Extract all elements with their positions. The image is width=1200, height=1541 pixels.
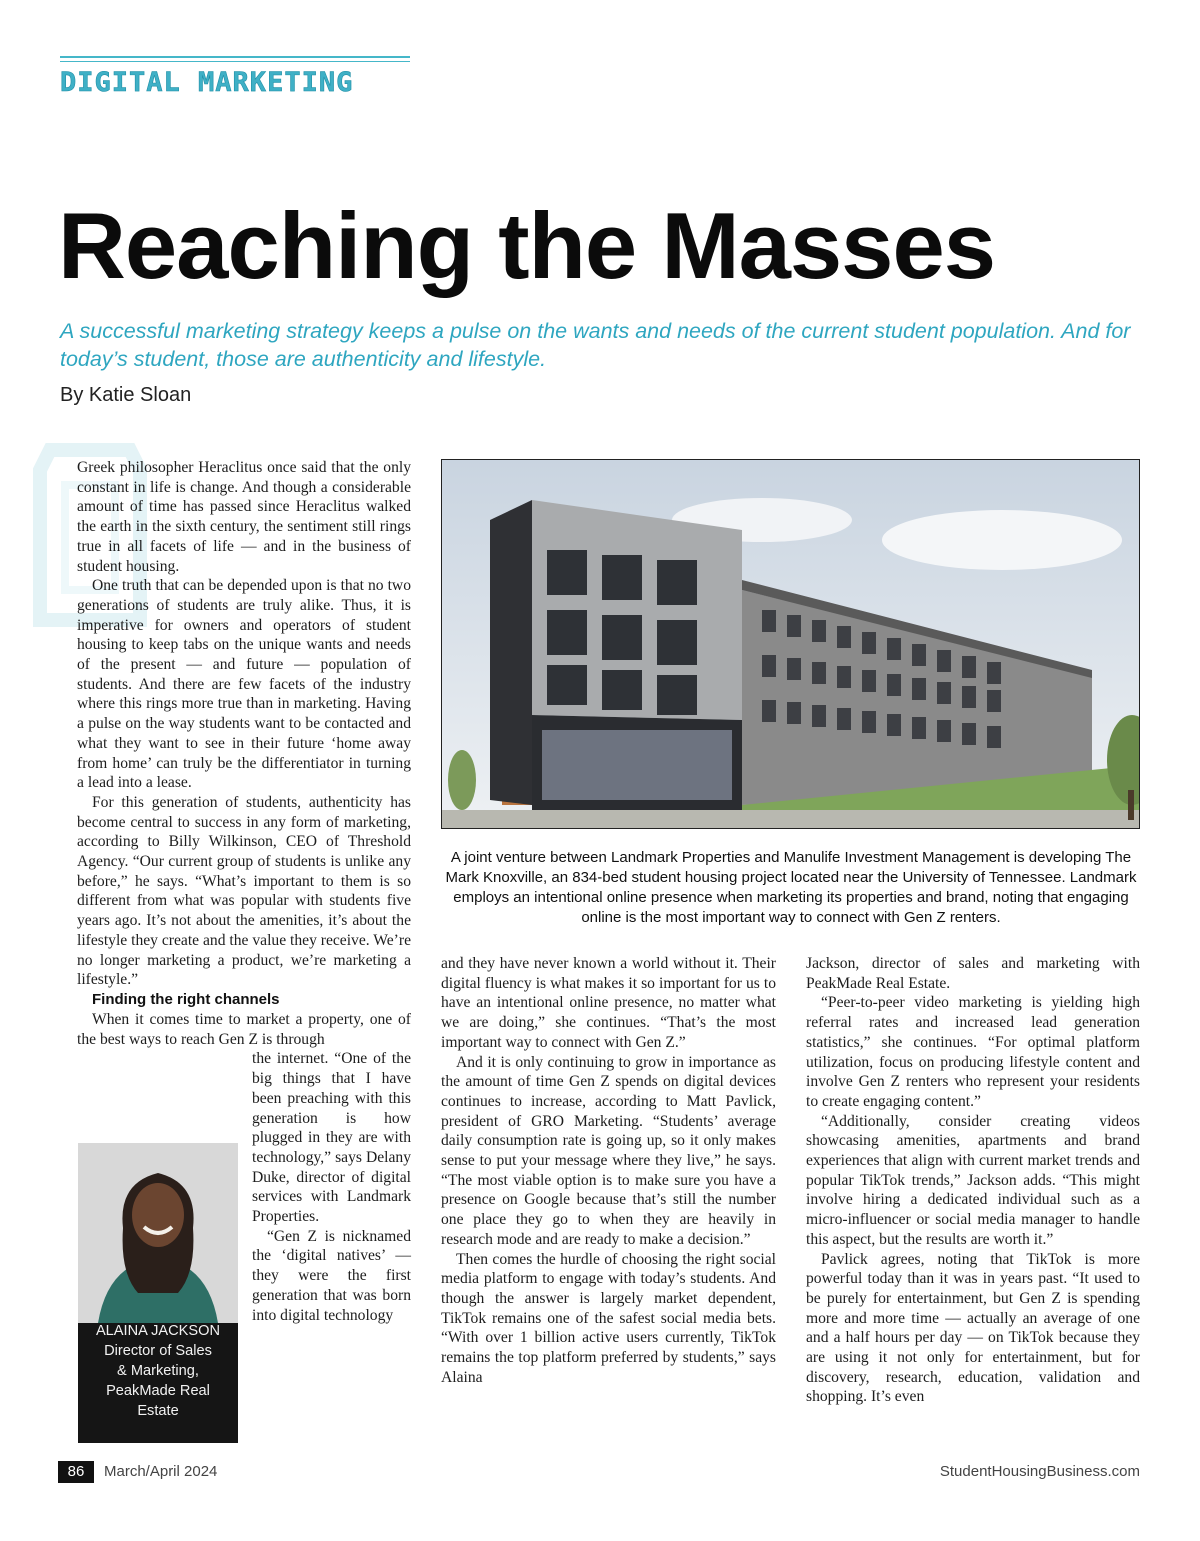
section-label: DIGITAL MARKETING [60,67,354,98]
article-column-2 [441,954,776,1387]
paragraph: And it is only continuing to grow in importance as the amount of time Gen Z spends on digital devices continues to increase, according to Matt Pavlick, president of GRO Marketing. “Students’ average daily consumption rate is going up, so it only makes sense to put your message where they live,” he says. “The most viable option is to make sure you have a presence on Google because that’s still the number one place they go to when they are heavily in research mode and are ready to make a decision.” [441,1053,776,1248]
portrait-title: Director of Sales [104,1343,212,1359]
paragraph: When it comes time to market a property, one of the best ways to reach Gen Z is through [77,1010,411,1048]
paragraph: “Gen Z is nicknamed the ‘digital natives’ — they were the first generation that was born into digital technology [252,1227,411,1324]
section-rule-bottom [60,61,410,62]
portrait-caption [78,1321,238,1421]
paragraph: Pavlick agrees, noting that TikTok is more powerful today than it was in years past. “It used to be purely for entertainment, but Gen Z is spending more and more time — actually an average of one and a half hours per day — on TikTok because they are using it not only for entertainment, but for discovery, research, education, validation and shopping. It’s even [806,1250,1140,1406]
article-column-3 [806,954,1140,1407]
paragraph: For this generation of students, authenticity has become central to success in any form of marketing, according to Billy Wilkinson, CEO of Threshold Agency. “Our current group of students is unlike any before,” he says. “What’s important to them is so different from what was popular with students five years ago. It’s not about the amenities, it’s about the lifestyle they create and the value they receive. We’re no longer marketing a product, we’re marketing a lifestyle.” [77,793,411,989]
issue-date: March/April 2024 [104,1463,218,1480]
paragraph: Then comes the hurdle of choosing the right social media platform to engage with today’s students. And though the answer is largely market dependent, TikTok remains one of the safest social media bets. “With over 1 billion active users currently, TikTok remains the top platform preferred by students,” says Alaina [441,1250,776,1386]
portrait-photo [78,1143,238,1443]
photo-caption: A joint venture between Landmark Properties and Manulife Investment Management is developing The Mark Knoxville, an 834-bed student housing project located near the University of Tennessee. Landmark employs an intentional online presence when marketing its properties and brand, noting that engaging online is the most important way to connect with Gen Z renters. [445,849,1137,926]
building-photo [441,459,1140,829]
wrapped-text [252,1049,411,1325]
paragraph: “Peer-to-peer video marketing is yielding high referral rates and increased lead generation statistics,” she continues. “For optimal platform utilization, focus on producing lifestyle content and involve Gen Z renters who represent your residents to create engaging content.” [806,994,1140,1110]
portrait-title: Estate [137,1403,179,1419]
paragraph: Greek philosopher Heraclitus once said that the only constant in life is change. And though a considerable amount of time has passed since Heraclitus walked the earth in the sixth century, the sentiment still rings true in all facets of life — and in the business of student housing. [77,459,411,575]
portrait-title: & Marketing, [117,1363,199,1379]
section-tag [60,56,410,99]
portrait-title: PeakMade Real [106,1383,210,1399]
site-name: StudentHousingBusiness.com [939,1463,1140,1480]
paragraph: Jackson, director of sales and marketing with PeakMade Real Estate. [806,955,1140,992]
subhead: Finding the right channels [92,990,280,1008]
byline: By Katie Sloan [60,384,192,406]
section-rule-top [60,56,410,58]
paragraph: “Additionally, consider creating videos showcasing amenities, apartments and brand experiences that align with current market trends and popular TikTok trends,” Jackson adds. “This might involve hiring a dedicated individual such as a micro-influencer or social media manager to handle this aspect, but the results are worth it.” [806,1112,1140,1248]
page-number: 86 [58,1461,94,1483]
article-headline: Reaching the Masses [58,193,996,298]
building-rendering [442,460,1140,829]
article-dek: A successful marketing strategy keeps a pulse on the wants and needs of the current student population. And for today’s student, those are authenticity and lifestyle. [60,319,1131,371]
portrait-name: ALAINA JACKSON [95,1323,221,1339]
paragraph: and they have never known a world without it. Their digital fluency is what makes it so important for us to have an intentional online presence, no matter what we are doing,” she continues. “That’s the most important way to connect with Gen Z.” [441,955,776,1051]
paragraph: the internet. “One of the big things that I have been preaching with this generation is how plugged in they are with technology,” says Delany Duke, director of digital services with Landmark Properties. [252,1050,411,1226]
paragraph: One truth that can be depended upon is that no two generations of students are truly alike. Thus, it is imperative for owners and operators of student housing to keep tabs on the unique wants and needs of the present — and future — population of students. And there are few facets of the industry where this rings more true than in marketing. Having a pulse on the way students want to be contacted and what they want to see in their future ‘home away from home’ can truly be the differentiator in turning a lead into a lease. [77,577,411,792]
